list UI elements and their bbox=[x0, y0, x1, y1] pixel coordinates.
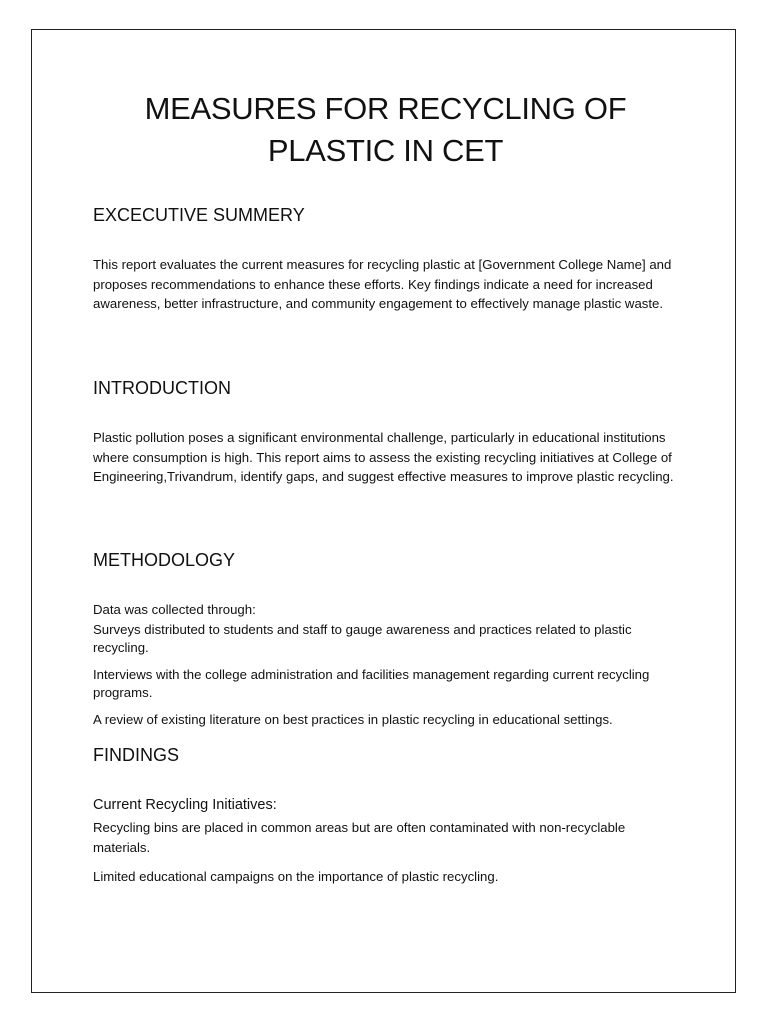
introduction-text: Plastic pollution poses a significant environmental challenge, particularly in educational institutions where consumption is high. This report aims to assess the existing recycling initiatives at College of Engineering,Trivandrum, identify gaps, and suggest effective measures to improve plastic recycling. bbox=[93, 430, 674, 484]
findings-subheading: Current Recycling Initiatives: bbox=[93, 797, 277, 813]
methodology-item-interviews: Interviews with the college administration and facilities management regarding current recycling programs. bbox=[93, 667, 650, 700]
findings-item-campaigns: Limited educational campaigns on the importance of plastic recycling. bbox=[93, 869, 499, 884]
findings-item-bins: Recycling bins are placed in common areas but are often contaminated with non-recyclable materials. bbox=[93, 820, 626, 855]
methodology-item-surveys: Surveys distributed to students and staff to gauge awareness and practices related to plastic recycling. bbox=[93, 622, 632, 655]
methodology-lead: Data was collected through: bbox=[93, 602, 256, 617]
methodology-heading: METHODOLOGY bbox=[93, 550, 236, 570]
executive-summary-text: This report evaluates the current measures for recycling plastic at [Government College Name] and proposes recommendations to enhance these efforts. Key findings indicate a need for increased awareness, better infrastructure, and community engagement to effectively manage plastic waste. bbox=[93, 257, 672, 311]
methodology-item-literature: A review of existing literature on best practices in plastic recycling in educational settings. bbox=[93, 712, 613, 727]
executive-summary-heading: EXCECUTIVE SUMMERY bbox=[93, 205, 305, 225]
introduction-heading: INTRODUCTION bbox=[93, 378, 231, 398]
findings-heading: FINDINGS bbox=[93, 745, 180, 765]
document-title: MEASURES FOR RECYCLING OF PLASTIC IN CET bbox=[144, 91, 627, 168]
